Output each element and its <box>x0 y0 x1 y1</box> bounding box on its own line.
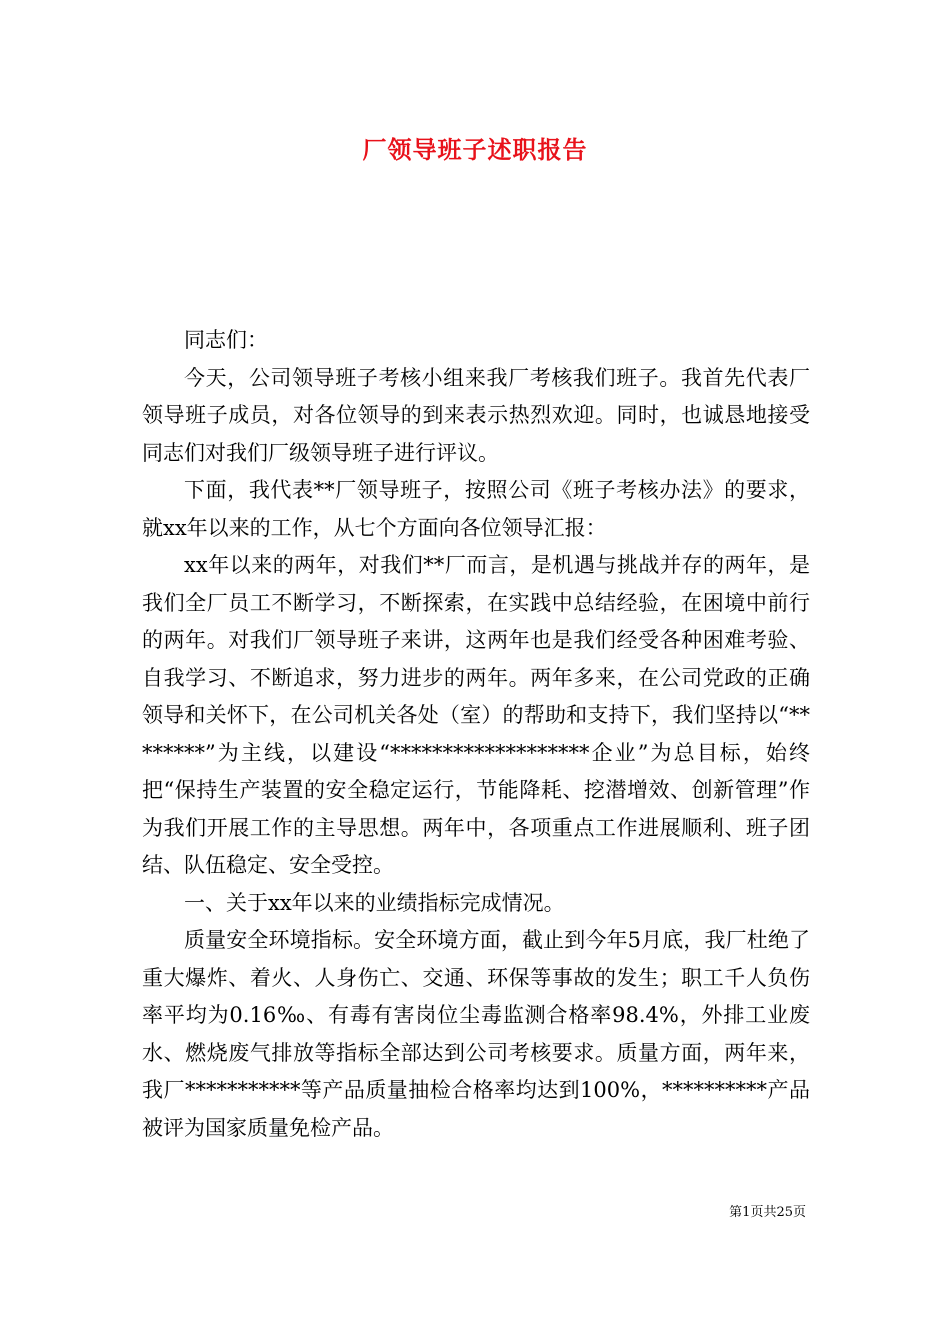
salutation: 同志们： <box>184 328 268 352</box>
page-number-footer: 第1页共25页 <box>729 1205 806 1220</box>
paragraph-1: 今天，公司领导班子考核小组来我厂考核我们班子。我首先代表厂领导班子成员，对各位领导的到来表示热烈欢迎。同时，也诚恳地接受同志们对我们厂级领导班子进行评议。 <box>142 365 810 465</box>
paragraph-5: 质量安全环境指标。安全环境方面，截止到今年5月底，我厂杜绝了重大爆炸、着火、人身伤亡、交通、环保等事故的发生；职工千人负伤率平均为0.16‰、有毒有害岗位尘毒监测合格率98.4%，外排工业废水、燃烧废气排放等指标全部达到公司考核要求。质量方面，两年来，我厂***********等产品质量抽检合格率均达到100%，**********产品被评为国家质量免检产品。 <box>142 928 810 1140</box>
document-title: 厂领导班子述职报告 <box>362 135 588 164</box>
paragraph-2: 下面，我代表**厂领导班子，按照公司《班子考核办法》的要求，就xx年以来的工作，从七个方面向各位领导汇报： <box>142 478 810 540</box>
document-body <box>142 322 810 1147</box>
paragraph-3: xx年以来的两年，对我们**厂而言，是机遇与挑战并存的两年，是我们全厂员工不断学习，不断探索，在实践中总结经验，在困境中前行的两年。对我们厂领导班子来讲，这两年也是我们经受各种困难考验、自我学习、不断追求，努力进步的两年。两年多来，在公司党政的正确领导和关怀下，在公司机关各处（室）的帮助和支持下，我们坚持以“********”为主线，以建设“*******************企业”为总目标，始终把“保持生产装置的安全稳定运行，节能降耗、挖潜增效、创新管理”作为我们开展工作的主导思想。两年中，各项重点工作进展顺利、班子团结、队伍稳定、安全受控。 <box>142 553 810 877</box>
section-heading-1: 一、关于xx年以来的业绩指标完成情况。 <box>184 890 565 915</box>
